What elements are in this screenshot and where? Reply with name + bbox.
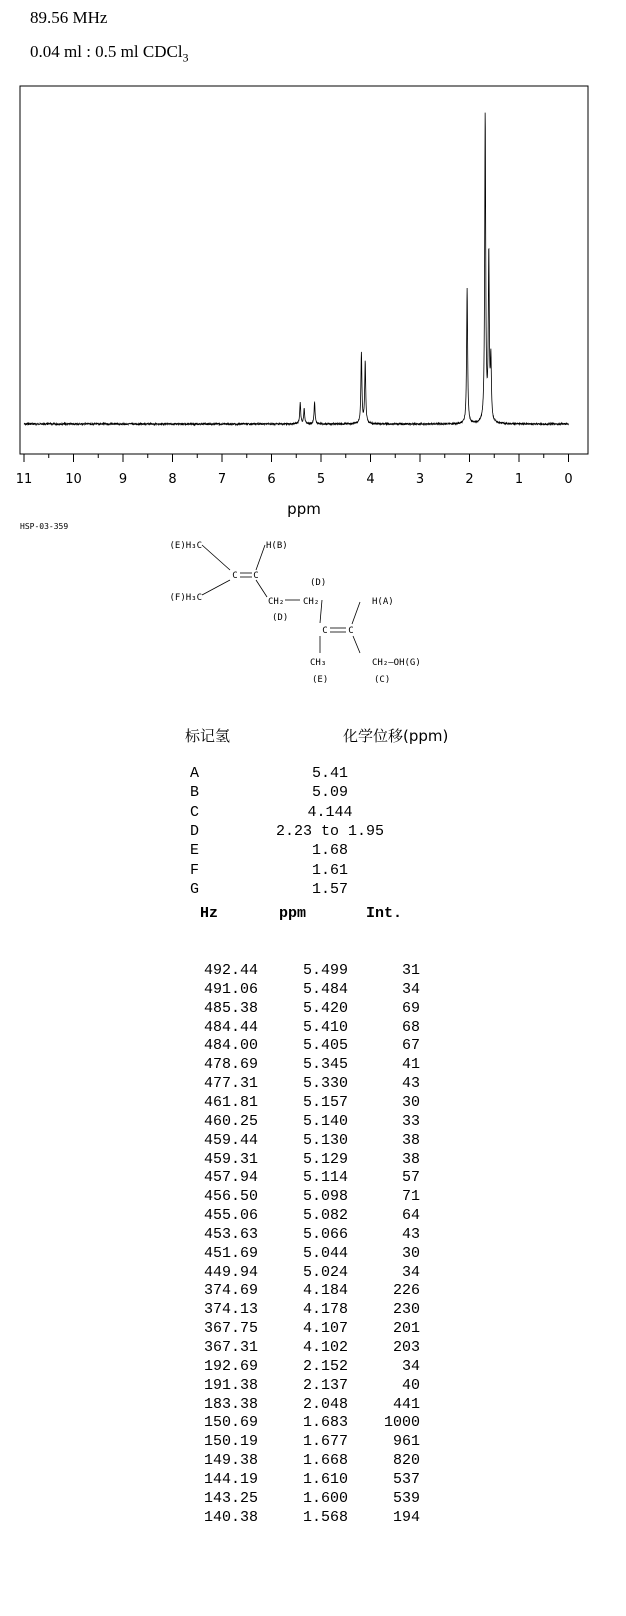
cell-hz: 461.81 [203, 1093, 258, 1111]
cell-int: 69 [401, 999, 420, 1017]
cell-hz: 457.94 [203, 1169, 258, 1187]
cell-ppm: 2.048 [302, 1395, 348, 1413]
header-int: Int. [366, 905, 403, 922]
header-ppm: ppm [279, 905, 307, 922]
cell-int: 34 [401, 980, 420, 998]
table-row [190, 1358, 430, 1377]
table-row [190, 1509, 430, 1528]
cell-hz: 140.38 [203, 1508, 258, 1526]
bond-e-c1 [202, 545, 230, 570]
cell-hz: 149.38 [203, 1452, 258, 1470]
table-row [190, 1169, 430, 1188]
table-row [190, 1245, 430, 1264]
molecule-structure [150, 540, 490, 710]
solvent-subscript: 3 [182, 50, 189, 65]
cell-int: 30 [401, 1244, 420, 1262]
cell-ppm: 5.044 [302, 1244, 348, 1262]
bond-c4-ch2 [353, 636, 360, 653]
table-row [190, 1056, 430, 1075]
spectrum-code: HSP-03-359 [20, 522, 69, 531]
table-row [190, 1132, 430, 1151]
shift-row-label: D [190, 822, 200, 840]
label-c-low: (C) [374, 675, 391, 685]
shift-row [190, 862, 470, 881]
shift-row-label: A [190, 765, 200, 782]
cell-ppm: 5.082 [302, 1207, 348, 1225]
x-tick-label: 0 [564, 472, 573, 487]
cell-hz: 491.06 [203, 980, 258, 998]
table-row [190, 1452, 430, 1471]
cell-hz: 374.13 [203, 1301, 258, 1319]
x-tick-label: 9 [118, 472, 128, 487]
label-e-methyl: (E)H₃C [169, 541, 202, 551]
cell-ppm: 4.178 [302, 1301, 348, 1319]
cell-int: 64 [401, 1207, 420, 1225]
cell-hz: 478.69 [203, 1056, 258, 1074]
cell-ppm: 5.129 [302, 1150, 348, 1168]
x-axis-label: ppm [287, 500, 321, 518]
cell-int: 67 [401, 1037, 420, 1055]
x-tick-label: 1 [514, 472, 524, 487]
bond-c2-hb [256, 545, 265, 570]
table-row [190, 1339, 430, 1358]
table-row [190, 1207, 430, 1226]
bond-c2-ch2 [256, 580, 267, 597]
cell-ppm: 1.677 [302, 1433, 348, 1451]
cell-ppm: 5.405 [302, 1037, 348, 1055]
label-c1: C [232, 571, 238, 581]
x-tick-label: 3 [415, 472, 425, 487]
shift-row-value: 5.41 [311, 765, 349, 782]
cell-int: 71 [401, 1188, 420, 1206]
shift-row-value: 1.57 [311, 880, 349, 898]
nmr-spectrum-chart [0, 0, 626, 520]
table-row [190, 962, 430, 981]
cell-int: 34 [401, 1357, 420, 1375]
cell-int: 38 [401, 1150, 420, 1168]
label-hb: H(B) [266, 541, 288, 551]
table-row [190, 1396, 430, 1415]
cell-ppm: 4.107 [302, 1320, 348, 1338]
shift-row-value: 5.09 [311, 784, 349, 802]
cell-int: 194 [392, 1508, 420, 1526]
bond-c4-ha [352, 602, 360, 624]
cell-int: 43 [401, 1075, 420, 1093]
cell-ppm: 1.568 [302, 1508, 348, 1526]
cell-ppm: 5.130 [302, 1131, 348, 1149]
cell-int: 539 [392, 1489, 420, 1507]
cell-ppm: 1.610 [302, 1470, 348, 1488]
cell-hz: 492.44 [203, 962, 258, 979]
table-row [190, 1471, 430, 1490]
cell-ppm: 5.330 [302, 1075, 348, 1093]
plot-frame [20, 86, 588, 454]
table-row [190, 1433, 430, 1452]
table-row [190, 1188, 430, 1207]
table-row [190, 981, 430, 1000]
shift-row-label: B [190, 784, 200, 802]
cell-ppm: 5.024 [302, 1263, 348, 1281]
x-tick-label: 5 [316, 472, 326, 487]
label-f-methyl: (F)H₃C [169, 593, 202, 603]
cell-hz: 374.69 [203, 1282, 258, 1300]
label-d-top: (D) [310, 578, 327, 588]
label-c2: C [253, 571, 259, 581]
cell-ppm: 5.410 [302, 1018, 348, 1036]
shift-row-value: 4.144 [307, 803, 353, 821]
cell-hz: 484.00 [203, 1037, 258, 1055]
cell-ppm: 1.683 [302, 1414, 348, 1432]
spectrometer-frequency: 89.56 MHz [30, 8, 108, 27]
x-tick-label: 7 [217, 472, 227, 487]
shift-row-label: G [190, 880, 200, 898]
table-row [190, 1490, 430, 1509]
shift-row [190, 842, 470, 861]
table-row [190, 1094, 430, 1113]
cell-hz: 484.44 [203, 1018, 258, 1036]
label-ch2-a: CH₂ [268, 597, 285, 607]
cell-hz: 367.31 [203, 1339, 258, 1356]
table-row [190, 1075, 430, 1094]
cell-ppm: 4.102 [302, 1339, 348, 1356]
table-row [190, 1019, 430, 1038]
cell-int: 31 [401, 962, 420, 979]
label-ch3: CH₃ [310, 658, 327, 668]
shift-row [190, 765, 470, 784]
cell-hz: 191.38 [203, 1376, 258, 1394]
cell-ppm: 5.157 [302, 1093, 348, 1111]
cell-ppm: 4.184 [302, 1282, 348, 1300]
cell-hz: 150.69 [203, 1414, 258, 1432]
shift-row-value: 1.68 [311, 842, 349, 860]
cell-ppm: 1.600 [302, 1489, 348, 1507]
table-row [190, 1320, 430, 1339]
table-row [190, 1151, 430, 1170]
label-ha: H(A) [372, 597, 394, 607]
cell-hz: 459.44 [203, 1131, 258, 1149]
cell-ppm: 5.345 [302, 1056, 348, 1074]
label-ch2-b: CH₂ [303, 597, 320, 607]
cell-hz: 183.38 [203, 1395, 258, 1413]
shift-row [190, 784, 470, 803]
header-hz: Hz [200, 905, 219, 922]
cell-hz: 459.31 [203, 1150, 258, 1168]
shift-row-label: E [190, 842, 200, 860]
label-c4: C [348, 626, 354, 636]
x-tick-label: 8 [168, 472, 177, 487]
cell-int: 226 [392, 1282, 420, 1300]
cell-int: 441 [392, 1395, 420, 1413]
table-row [190, 1000, 430, 1019]
cell-hz: 150.19 [203, 1433, 258, 1451]
cell-int: 30 [401, 1093, 420, 1111]
table-row [190, 1282, 430, 1301]
bond-ch2-c3 [320, 600, 322, 623]
cell-int: 57 [401, 1169, 420, 1187]
shift-row-value: 1.61 [311, 861, 349, 879]
cell-hz: 367.75 [203, 1320, 258, 1338]
cell-int: 537 [392, 1470, 420, 1488]
cell-int: 40 [401, 1376, 420, 1394]
cell-hz: 460.25 [203, 1112, 258, 1130]
cell-int: 33 [401, 1112, 420, 1130]
cell-hz: 143.25 [203, 1489, 258, 1507]
cell-ppm: 2.152 [302, 1357, 348, 1375]
cell-hz: 455.06 [203, 1207, 258, 1225]
cell-int: 68 [401, 1018, 420, 1036]
cell-ppm: 5.484 [302, 980, 348, 998]
shift-row-value: 2.23 to 1.95 [275, 822, 385, 840]
cell-int: 1000 [383, 1414, 420, 1432]
cell-ppm: 1.668 [302, 1452, 348, 1470]
shift-header-shift: 化学位移(ppm) [343, 727, 449, 745]
cell-int: 41 [401, 1056, 420, 1074]
cell-hz: 449.94 [203, 1263, 258, 1281]
cell-int: 203 [392, 1339, 420, 1356]
x-tick-label: 2 [465, 472, 474, 487]
bond-f-c1 [202, 580, 230, 595]
table-row [190, 1037, 430, 1056]
cell-ppm: 5.140 [302, 1112, 348, 1130]
cell-ppm: 2.137 [302, 1376, 348, 1394]
cell-hz: 192.69 [203, 1357, 258, 1375]
table-row [190, 1113, 430, 1132]
table-row [190, 1264, 430, 1283]
cell-ppm: 5.098 [302, 1188, 348, 1206]
shift-row [190, 881, 470, 900]
spectrum-trace [24, 113, 569, 425]
x-tick-label: 4 [366, 472, 375, 487]
cell-ppm: 5.114 [302, 1169, 348, 1187]
cell-int: 34 [401, 1263, 420, 1281]
cell-hz: 477.31 [203, 1075, 258, 1093]
label-c3: C [322, 626, 328, 636]
solvent-text: 0.04 ml : 0.5 ml CDCl [30, 42, 183, 61]
cell-int: 961 [392, 1433, 420, 1451]
shift-row [190, 804, 470, 823]
label-ch2-oh: CH₂—OH(G) [372, 658, 421, 668]
cell-int: 820 [392, 1452, 420, 1470]
cell-int: 201 [392, 1320, 420, 1338]
table-row [190, 1301, 430, 1320]
cell-hz: 451.69 [203, 1244, 258, 1262]
cell-int: 38 [401, 1131, 420, 1149]
cell-ppm: 5.420 [302, 999, 348, 1017]
table-row [190, 1414, 430, 1433]
cell-hz: 456.50 [203, 1188, 258, 1206]
cell-hz: 453.63 [203, 1225, 258, 1243]
label-d-low: (D) [272, 613, 289, 623]
cell-hz: 485.38 [203, 999, 258, 1017]
x-tick-label: 10 [65, 472, 82, 487]
shift-row-label: F [190, 861, 200, 879]
cell-ppm: 5.066 [302, 1225, 348, 1243]
shift-row [190, 823, 470, 842]
cell-ppm: 5.499 [302, 962, 348, 979]
shift-row-label: C [190, 803, 200, 821]
cell-hz: 144.19 [203, 1470, 258, 1488]
x-tick-label: 11 [15, 472, 33, 487]
table-row [190, 1377, 430, 1396]
cell-int: 230 [392, 1301, 420, 1319]
table-row [190, 1226, 430, 1245]
x-tick-label: 6 [267, 472, 276, 487]
cell-int: 43 [401, 1225, 420, 1243]
shift-header-label: 标记氢 [185, 727, 231, 745]
label-e-low: (E) [312, 675, 329, 685]
